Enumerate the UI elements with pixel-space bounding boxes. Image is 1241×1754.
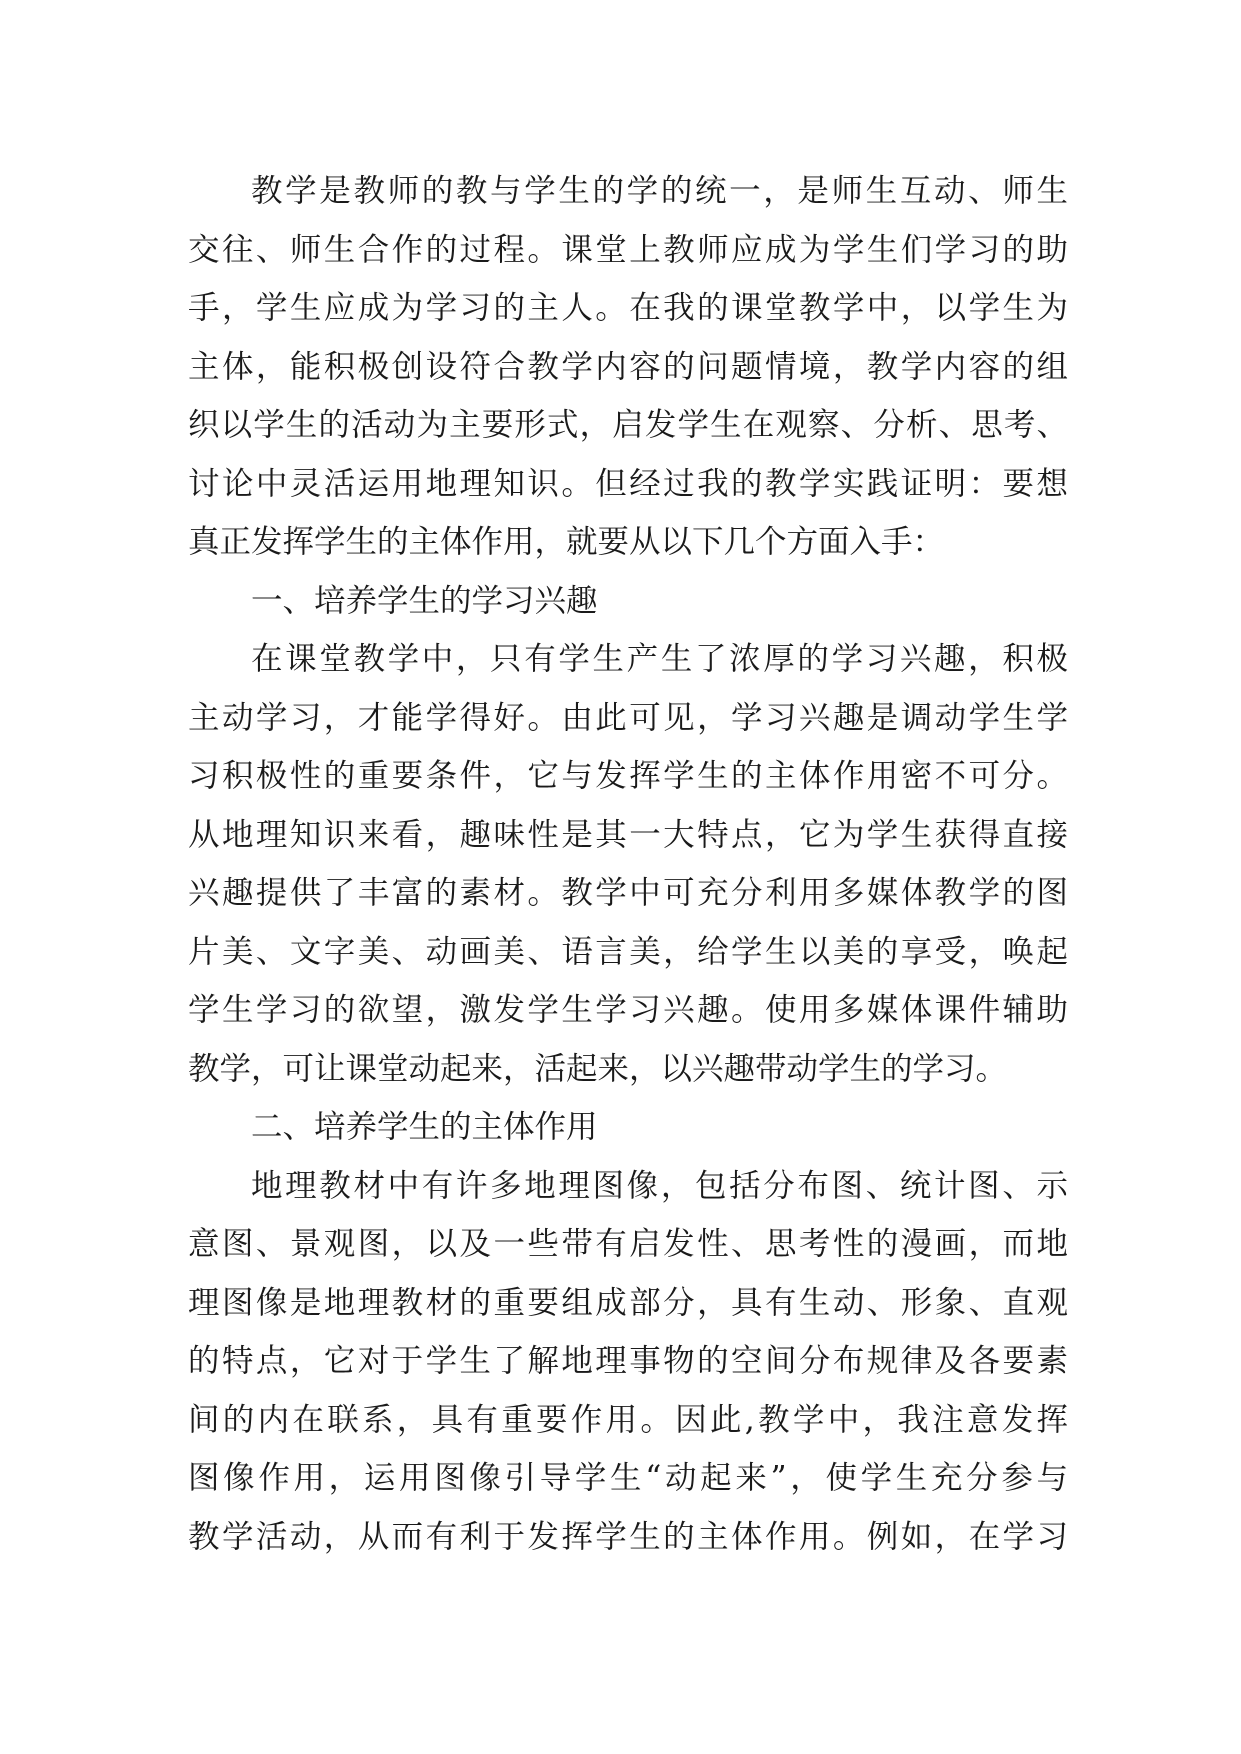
paragraph-1-line-7: 真正发挥学生的主体作用，就要从以下几个方面入手： xyxy=(188,524,945,560)
paragraph-1-line-1: 教学是教师的教与学生的学的统一，是师生互动、师生 xyxy=(251,173,1068,209)
paragraph-3-line-5: 间的内在联系，具有重要作用。因此,教学中，我注意发挥 xyxy=(188,1401,1068,1438)
document-body xyxy=(188,162,1068,1566)
paragraph-2-line-7: 学生学习的欲望，激发学生学习兴趣。使用多媒体课件辅助 xyxy=(188,992,1068,1028)
paragraph-3-line-1: 地理教材中有许多地理图像，包括分布图、统计图、示 xyxy=(251,1167,1068,1204)
section-heading-1: 一、培养学生的学习兴趣 xyxy=(251,582,598,619)
paragraph-2-line-2: 主动学习，才能学得好。由此可见，学习兴趣是调动学生学 xyxy=(188,699,1068,736)
paragraph-3-line-6: 图像作用，运用图像引导学生“动起来”，使学生充分参与 xyxy=(188,1460,1068,1496)
section-heading-2: 二、培养学生的主体作用 xyxy=(251,1109,598,1145)
paragraph-2-line-3: 习积极性的重要条件，它与发挥学生的主体作用密不可分。 xyxy=(188,758,1068,794)
paragraph-3-line-3: 理图像是地理教材的重要组成部分，具有生动、形象、直观 xyxy=(188,1284,1068,1321)
paragraph-2-line-6: 片美、文字美、动画美、语言美，给学生以美的享受，唤起 xyxy=(188,933,1068,970)
paragraph-1-line-4: 主体，能积极创设符合教学内容的问题情境，教学内容的组 xyxy=(188,348,1068,385)
paragraph-1-line-6: 讨论中灵活运用地理知识。但经过我的教学实践证明：要想 xyxy=(188,465,1068,502)
paragraph-3-line-4: 的特点，它对于学生了解地理事物的空间分布规律及各要素 xyxy=(188,1343,1068,1379)
paragraph-2-line-8: 教学，可让课堂动起来，活起来，以兴趣带动学生的学习。 xyxy=(188,1050,1008,1087)
paragraph-3-line-2: 意图、景观图，以及一些带有启发性、思考性的漫画，而地 xyxy=(188,1226,1068,1262)
paragraph-3-line-7: 教学活动，从而有利于发挥学生的主体作用。例如，在学习 xyxy=(188,1518,1068,1555)
paragraph-2-line-5: 兴趣提供了丰富的素材。教学中可充分利用多媒体教学的图 xyxy=(188,875,1068,911)
paragraph-1-line-3: 手，学生应成为学习的主人。在我的课堂教学中，以学生为 xyxy=(188,290,1068,326)
paragraph-2-line-4: 从地理知识来看，趣味性是其一大特点，它为学生获得直接 xyxy=(188,816,1068,853)
paragraph-1-line-2: 交往、师生合作的过程。课堂上教师应成为学生们学习的助 xyxy=(188,231,1068,268)
paragraph-1-line-5: 织以学生的活动为主要形式，启发学生在观察、分析、思考、 xyxy=(188,407,1068,443)
paragraph-2-line-1: 在课堂教学中，只有学生产生了浓厚的学习兴趣，积极 xyxy=(251,641,1068,677)
